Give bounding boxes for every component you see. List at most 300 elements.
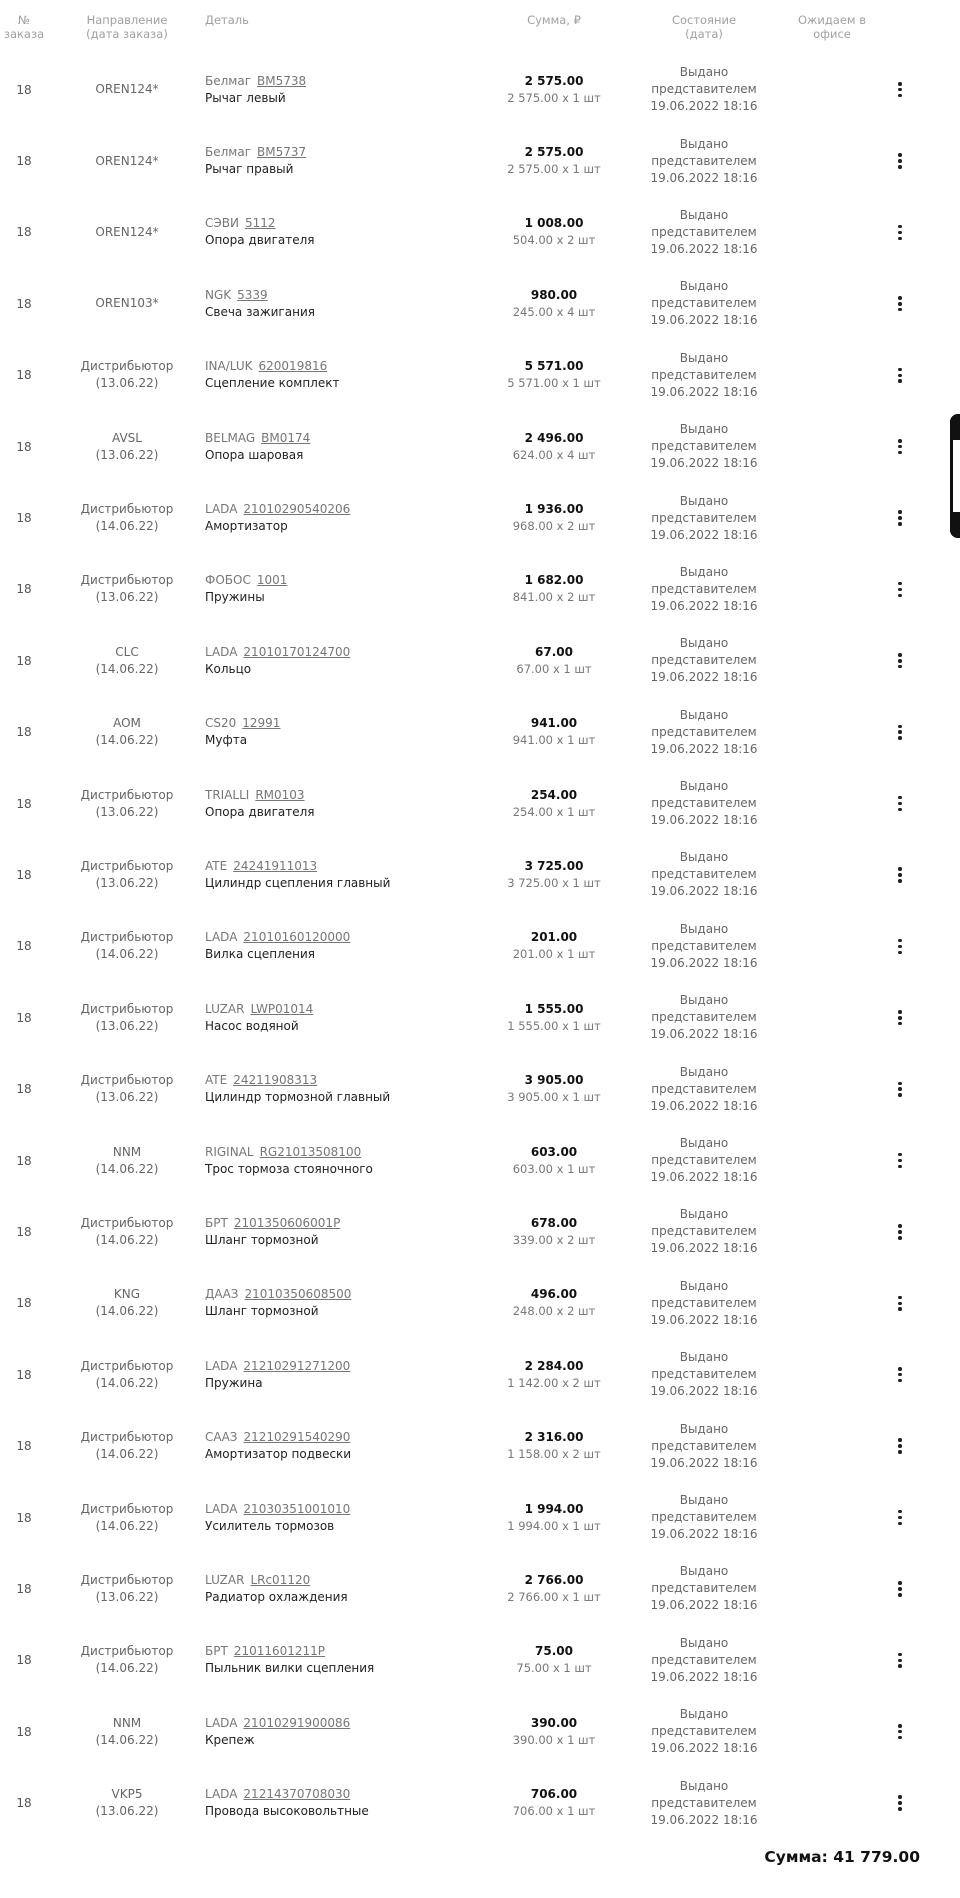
row-menu-button[interactable] [884, 340, 916, 411]
direction-name: NNM [112, 1715, 142, 1730]
order-date: (13.06.22) [95, 1090, 159, 1105]
row-menu-button[interactable] [884, 1482, 916, 1553]
row-menu-button[interactable] [884, 1268, 916, 1339]
order-number: 18 [16, 1581, 32, 1596]
status-line-1: Выдано [679, 779, 729, 794]
sum-cell [500, 1696, 608, 1767]
state-cell [640, 482, 768, 553]
part-article-link[interactable]: BM5738 [257, 73, 307, 88]
row-menu-button[interactable] [884, 697, 916, 768]
row-menu-button[interactable] [884, 1125, 916, 1196]
part-name: Опора двигателя [205, 804, 315, 819]
more-vertical-icon [898, 366, 902, 384]
more-vertical-icon [898, 1509, 902, 1527]
sum-cell [500, 1196, 608, 1267]
order-date: (13.06.22) [95, 875, 159, 890]
sum-total: 2 284.00 [524, 1358, 584, 1373]
sum-unit-price: 841.00 x 2 шт [512, 590, 596, 605]
state-cell [640, 125, 768, 196]
sum-total: 678.00 [530, 1215, 578, 1230]
sum-cell [500, 268, 608, 339]
part-article-link[interactable]: BM0174 [261, 430, 311, 445]
more-vertical-icon [898, 652, 902, 670]
sum-cell [500, 411, 608, 482]
table-row [0, 697, 960, 768]
more-vertical-icon [898, 1580, 902, 1598]
sum-total: 941.00 [530, 716, 578, 731]
direction-cell [62, 340, 192, 411]
status-line-2: представителем [651, 724, 757, 739]
direction-cell [62, 1696, 192, 1767]
sum-total: 2 496.00 [524, 430, 584, 445]
part-article-link[interactable]: 5339 [237, 287, 268, 302]
status-line-2: представителем [651, 296, 757, 311]
direction-cell [62, 1482, 192, 1553]
state-cell [640, 54, 768, 125]
status-date: 19.06.2022 18:16 [650, 1384, 758, 1399]
status-line-1: Выдано [679, 993, 729, 1008]
order-date: (14.06.22) [95, 519, 159, 534]
status-line-1: Выдано [679, 1635, 729, 1650]
status-line-2: представителем [651, 153, 757, 168]
sum-unit-price: 245.00 x 4 шт [512, 304, 596, 319]
status-date: 19.06.2022 18:16 [650, 1098, 758, 1113]
part-name: Шланг тормозной [205, 1232, 319, 1247]
detail-cell [205, 768, 505, 839]
row-menu-button[interactable] [884, 1339, 916, 1410]
part-brand: NGK [205, 287, 232, 302]
direction-name: AOM [113, 716, 141, 731]
sum-cell [500, 911, 608, 982]
part-brand: BELMAG [205, 430, 256, 445]
part-article-link[interactable]: 24241911013 [233, 858, 318, 873]
order-number: 18 [16, 1367, 32, 1382]
status-date: 19.06.2022 18:16 [650, 1527, 758, 1541]
table-row [0, 911, 960, 982]
sum-unit-price: 603.00 x 1 шт [512, 1161, 596, 1176]
direction-name: Дистрибьютор [80, 1358, 174, 1373]
status-line-1: Выдано [679, 422, 729, 437]
sum-total: 1 936.00 [524, 502, 584, 517]
detail-cell [205, 697, 505, 768]
more-vertical-icon [898, 938, 902, 956]
part-name: Усилитель тормозов [205, 1518, 335, 1533]
part-name: Сцепление комплект [205, 376, 340, 391]
part-name: Цилиндр тормозной главный [205, 1090, 391, 1105]
direction-cell [62, 768, 192, 839]
direction-cell [62, 1053, 192, 1124]
status-line-2: представителем [651, 1153, 757, 1168]
row-menu-button[interactable] [884, 482, 916, 553]
detail-cell [205, 125, 505, 196]
sum-total: 2 575.00 [524, 73, 584, 88]
order-date: (14.06.22) [95, 1518, 159, 1533]
more-vertical-icon [898, 1152, 902, 1170]
state-cell [640, 1625, 768, 1696]
table-header [0, 0, 960, 54]
more-vertical-icon [898, 1437, 902, 1455]
header-sum: Сумма, ₽ [527, 13, 581, 27]
row-menu-button[interactable] [884, 768, 916, 839]
status-line-2: представителем [651, 224, 757, 239]
status-line-2: представителем [651, 1295, 757, 1310]
table-row [0, 1625, 960, 1696]
row-menu-button[interactable] [884, 1053, 916, 1124]
status-date: 19.06.2022 18:16 [650, 241, 758, 256]
sum-total: 390.00 [530, 1715, 578, 1730]
order-number: 18 [16, 1010, 32, 1025]
row-menu-button[interactable] [884, 1196, 916, 1267]
detail-cell [205, 1053, 505, 1124]
part-brand: Белмаг [205, 145, 251, 160]
direction-name: Дистрибьютор [80, 1644, 174, 1659]
part-name: Провода высоковольтные [205, 1804, 369, 1819]
status-date: 19.06.2022 18:16 [650, 741, 758, 756]
status-line-1: Выдано [679, 65, 729, 80]
part-article-link[interactable]: 21030351001010 [243, 1501, 351, 1516]
state-cell [640, 197, 768, 268]
detail-cell [205, 268, 505, 339]
status-line-2: представителем [651, 1010, 757, 1025]
order-number: 18 [16, 368, 32, 383]
direction-name: Дистрибьютор [80, 1430, 174, 1445]
sum-cell [500, 982, 608, 1053]
table-row [0, 982, 960, 1053]
part-name: Пружина [205, 1375, 263, 1390]
part-brand: ATE [205, 1073, 228, 1088]
status-line-2: представителем [651, 796, 757, 811]
more-vertical-icon [898, 1009, 902, 1027]
status-date: 19.06.2022 18:16 [650, 527, 758, 542]
row-menu-button[interactable] [884, 268, 916, 339]
status-date: 19.06.2022 18:16 [650, 1741, 758, 1756]
sum-unit-price: 1 994.00 x 1 шт [507, 1518, 601, 1533]
part-name: Радиатор охлаждения [205, 1589, 348, 1604]
sum-cell [500, 197, 608, 268]
status-line-1: Выдано [679, 1207, 729, 1222]
order-number: 18 [16, 725, 32, 740]
sum-total: 2 575.00 [524, 145, 584, 160]
order-date: (13.06.22) [95, 376, 159, 391]
order-date: (14.06.22) [95, 661, 159, 676]
status-date: 19.06.2022 18:16 [650, 670, 758, 685]
part-brand: LADA [205, 1787, 238, 1802]
status-line-2: представителем [651, 1652, 757, 1667]
part-name: Рычаг правый [205, 162, 294, 177]
part-article-link[interactable]: 1001 [256, 573, 288, 588]
sum-cell [500, 839, 608, 910]
part-name: Амортизатор [205, 519, 288, 534]
state-cell [640, 982, 768, 1053]
part-article-link[interactable]: 2101350606001Р [233, 1215, 341, 1230]
part-brand: LADA [205, 930, 238, 945]
sum-total: 5 571.00 [524, 359, 584, 374]
order-number: 18 [16, 1296, 32, 1311]
part-brand: TRIALLI [205, 787, 250, 802]
direction-cell [62, 411, 192, 482]
status-date: 19.06.2022 18:16 [650, 313, 758, 328]
part-name: Пружины [205, 590, 265, 605]
sum-unit-price: 248.00 x 2 шт [512, 1304, 596, 1319]
status-line-2: представителем [651, 1510, 757, 1524]
status-date: 19.06.2022 18:16 [650, 1170, 758, 1185]
sum-total: 254.00 [530, 787, 578, 802]
row-menu-button[interactable] [884, 125, 916, 196]
part-name: Пыльник вилки сцепления [205, 1661, 375, 1676]
row-menu-button[interactable] [884, 411, 916, 482]
sum-total: 201.00 [530, 930, 578, 945]
sum-total: 2 316.00 [524, 1430, 584, 1445]
sum-total: 603.00 [530, 1144, 578, 1159]
more-vertical-icon [898, 1295, 902, 1313]
sum-cell [500, 1125, 608, 1196]
status-line-1: Выдано [679, 1778, 729, 1793]
table-row [0, 839, 960, 910]
table-row [0, 54, 960, 125]
part-article-link[interactable]: 21210291540290 [243, 1430, 351, 1445]
more-vertical-icon [898, 866, 902, 884]
order-items-table [0, 54, 960, 1839]
part-article-link[interactable]: 21214370708030 [243, 1787, 351, 1802]
direction-cell [62, 911, 192, 982]
part-article-link[interactable]: 21010170124700 [243, 644, 351, 659]
sum-total: 75.00 [535, 1644, 573, 1659]
table-row [0, 625, 960, 696]
detail-cell [205, 1696, 505, 1767]
status-line-2: представителем [651, 653, 757, 668]
part-name: Амортизатор подвески [205, 1447, 352, 1462]
sum-unit-price: 706.00 x 1 шт [512, 1804, 596, 1819]
header-direction: Направление (дата заказа) [86, 13, 168, 41]
status-line-2: представителем [651, 1081, 757, 1096]
detail-cell [205, 1625, 505, 1696]
sum-total: 496.00 [530, 1287, 578, 1302]
part-article-link[interactable]: 21010160120000 [243, 930, 351, 945]
sum-cell [500, 340, 608, 411]
order-number: 18 [16, 1082, 32, 1097]
table-row [0, 340, 960, 411]
detail-cell [205, 1196, 505, 1267]
detail-cell [205, 1125, 505, 1196]
order-date: (14.06.22) [95, 947, 159, 962]
order-number: 18 [16, 1153, 32, 1168]
status-line-1: Выдано [679, 350, 729, 365]
state-cell [640, 1767, 768, 1838]
part-article-link[interactable]: 21010290540206 [243, 502, 351, 517]
order-number: 18 [16, 511, 32, 526]
status-line-1: Выдано [679, 1350, 729, 1365]
direction-name: OREN124* [95, 224, 159, 239]
status-date: 19.06.2022 18:16 [650, 1312, 758, 1327]
direction-name: OREN124* [95, 153, 159, 168]
direction-cell [62, 1196, 192, 1267]
part-name: Опора шаровая [205, 447, 304, 462]
order-date: (13.06.22) [95, 590, 159, 605]
direction-cell [62, 197, 192, 268]
more-vertical-icon [898, 1651, 902, 1669]
table-row [0, 1339, 960, 1410]
status-line-2: представителем [651, 1724, 757, 1739]
sum-unit-price: 254.00 x 1 шт [512, 804, 596, 819]
part-brand: LUZAR [205, 1001, 245, 1016]
part-name: Кольцо [205, 661, 252, 676]
direction-name: OREN103* [95, 296, 159, 311]
status-line-2: представителем [651, 1224, 757, 1239]
direction-name: KNG [113, 1287, 141, 1302]
row-menu-button[interactable] [884, 839, 916, 910]
status-date: 19.06.2022 18:16 [650, 384, 758, 399]
direction-cell [62, 482, 192, 553]
state-cell [640, 1268, 768, 1339]
state-cell [640, 268, 768, 339]
sum-unit-price: 2 766.00 x 1 шт [507, 1589, 601, 1604]
detail-cell [205, 54, 505, 125]
sum-unit-price: 624.00 x 4 шт [512, 447, 596, 462]
order-date: (13.06.22) [95, 1804, 159, 1819]
detail-cell [205, 1767, 505, 1838]
row-menu-button[interactable] [884, 911, 916, 982]
status-line-1: Выдано [679, 279, 729, 294]
row-menu-button[interactable] [884, 197, 916, 268]
more-vertical-icon [898, 224, 902, 242]
direction-name: OREN124* [95, 82, 159, 97]
direction-cell [62, 839, 192, 910]
row-menu-button[interactable] [884, 1553, 916, 1624]
part-brand: CS20 [205, 716, 237, 731]
state-cell [640, 1553, 768, 1624]
more-vertical-icon [898, 509, 902, 527]
detail-cell [205, 1410, 505, 1481]
table-row [0, 1410, 960, 1481]
sum-total: 1 682.00 [524, 573, 584, 588]
more-vertical-icon [898, 1080, 902, 1098]
detail-cell [205, 554, 505, 625]
table-row [0, 125, 960, 196]
state-cell [640, 340, 768, 411]
status-date: 19.06.2022 18:16 [650, 1241, 758, 1256]
sum-unit-price: 390.00 x 1 шт [512, 1732, 596, 1747]
table-row [0, 1125, 960, 1196]
order-date: (14.06.22) [95, 733, 159, 748]
part-article-link[interactable]: RG21013508100 [259, 1144, 362, 1159]
part-article-link[interactable]: 12991 [242, 716, 281, 731]
part-brand: RIGINAL [205, 1144, 254, 1159]
state-cell [640, 768, 768, 839]
status-date: 19.06.2022 18:16 [650, 1027, 758, 1042]
row-menu-button[interactable] [884, 982, 916, 1053]
direction-name: AVSL [112, 430, 142, 445]
sum-total: 3 725.00 [524, 858, 584, 873]
sum-unit-price: 941.00 x 1 шт [512, 733, 596, 748]
state-cell [640, 1410, 768, 1481]
sum-unit-price: 3 905.00 x 1 шт [507, 1090, 601, 1105]
more-vertical-icon [898, 1794, 902, 1812]
status-date: 19.06.2022 18:16 [650, 456, 758, 471]
table-row [0, 1767, 960, 1838]
status-line-2: представителем [651, 510, 757, 525]
table-row [0, 554, 960, 625]
part-article-link[interactable]: 620019816 [258, 359, 328, 374]
part-brand: LADA [205, 644, 238, 659]
part-article-link[interactable]: BM5737 [257, 145, 307, 160]
part-brand: БРТ [205, 1215, 228, 1230]
sum-total: 1 555.00 [524, 1001, 584, 1016]
state-cell [640, 554, 768, 625]
direction-name: Дистрибьютор [80, 930, 174, 945]
part-article-link[interactable]: RM0103 [255, 787, 305, 802]
part-article-link[interactable]: 21210291271200 [243, 1358, 351, 1373]
state-cell [640, 1196, 768, 1267]
order-number: 18 [16, 1653, 32, 1668]
part-article-link[interactable]: 5112 [244, 216, 276, 231]
row-menu-button[interactable] [884, 54, 916, 125]
order-number: 18 [16, 653, 32, 668]
direction-name: Дистрибьютор [80, 1001, 174, 1016]
direction-name: Дистрибьютор [80, 1215, 174, 1230]
order-number: 18 [16, 867, 32, 882]
sum-unit-price: 67.00 x 1 шт [516, 661, 592, 676]
sum-total: 3 905.00 [524, 1073, 584, 1088]
status-date: 19.06.2022 18:16 [650, 1455, 758, 1470]
row-menu-button[interactable] [884, 1625, 916, 1696]
row-menu-button[interactable] [884, 1696, 916, 1767]
status-line-1: Выдано [679, 1421, 729, 1436]
direction-name: Дистрибьютор [80, 359, 174, 374]
table-row [0, 1268, 960, 1339]
direction-cell [62, 625, 192, 696]
order-date: (14.06.22) [95, 1161, 159, 1176]
header-order-number: № заказа [3, 13, 45, 41]
table-row [0, 768, 960, 839]
part-name: Трос тормоза стояночного [205, 1161, 373, 1176]
part-name: Шланг тормозной [205, 1304, 319, 1319]
status-line-1: Выдано [679, 1564, 729, 1579]
part-article-link[interactable]: 21010291900086 [243, 1715, 351, 1730]
sum-unit-price: 5 571.00 x 1 шт [507, 376, 601, 391]
row-menu-button[interactable] [884, 1767, 916, 1838]
part-article-link[interactable]: LWP01014 [250, 1001, 314, 1016]
part-article-link[interactable]: 21010350608500 [244, 1287, 352, 1302]
direction-cell [62, 1553, 192, 1624]
part-brand: БРТ [205, 1644, 228, 1659]
part-article-link[interactable]: LRc01120 [250, 1572, 311, 1587]
status-line-1: Выдано [679, 850, 729, 865]
status-date: 19.06.2022 18:16 [650, 955, 758, 970]
row-menu-button[interactable] [884, 554, 916, 625]
status-line-2: представителем [651, 1581, 757, 1596]
status-line-1: Выдано [679, 707, 729, 722]
part-article-link[interactable]: 21011601211Р [233, 1644, 326, 1659]
sum-cell [500, 1410, 608, 1481]
more-vertical-icon [898, 1723, 902, 1741]
order-number: 18 [16, 1724, 32, 1739]
part-article-link[interactable]: 24211908313 [233, 1073, 318, 1088]
table-row [0, 1482, 960, 1553]
detail-cell [205, 1482, 505, 1553]
sum-cell [500, 1767, 608, 1838]
row-menu-button[interactable] [884, 625, 916, 696]
sum-total: 67.00 [535, 644, 573, 659]
sum-cell [500, 554, 608, 625]
sum-unit-price: 2 575.00 x 1 шт [507, 162, 601, 177]
more-vertical-icon [898, 723, 902, 741]
row-menu-button[interactable] [884, 1410, 916, 1481]
order-number: 18 [16, 154, 32, 169]
more-vertical-icon [898, 438, 902, 456]
status-line-2: представителем [651, 1438, 757, 1453]
detail-cell [205, 911, 505, 982]
part-name: Рычаг левый [205, 90, 286, 105]
